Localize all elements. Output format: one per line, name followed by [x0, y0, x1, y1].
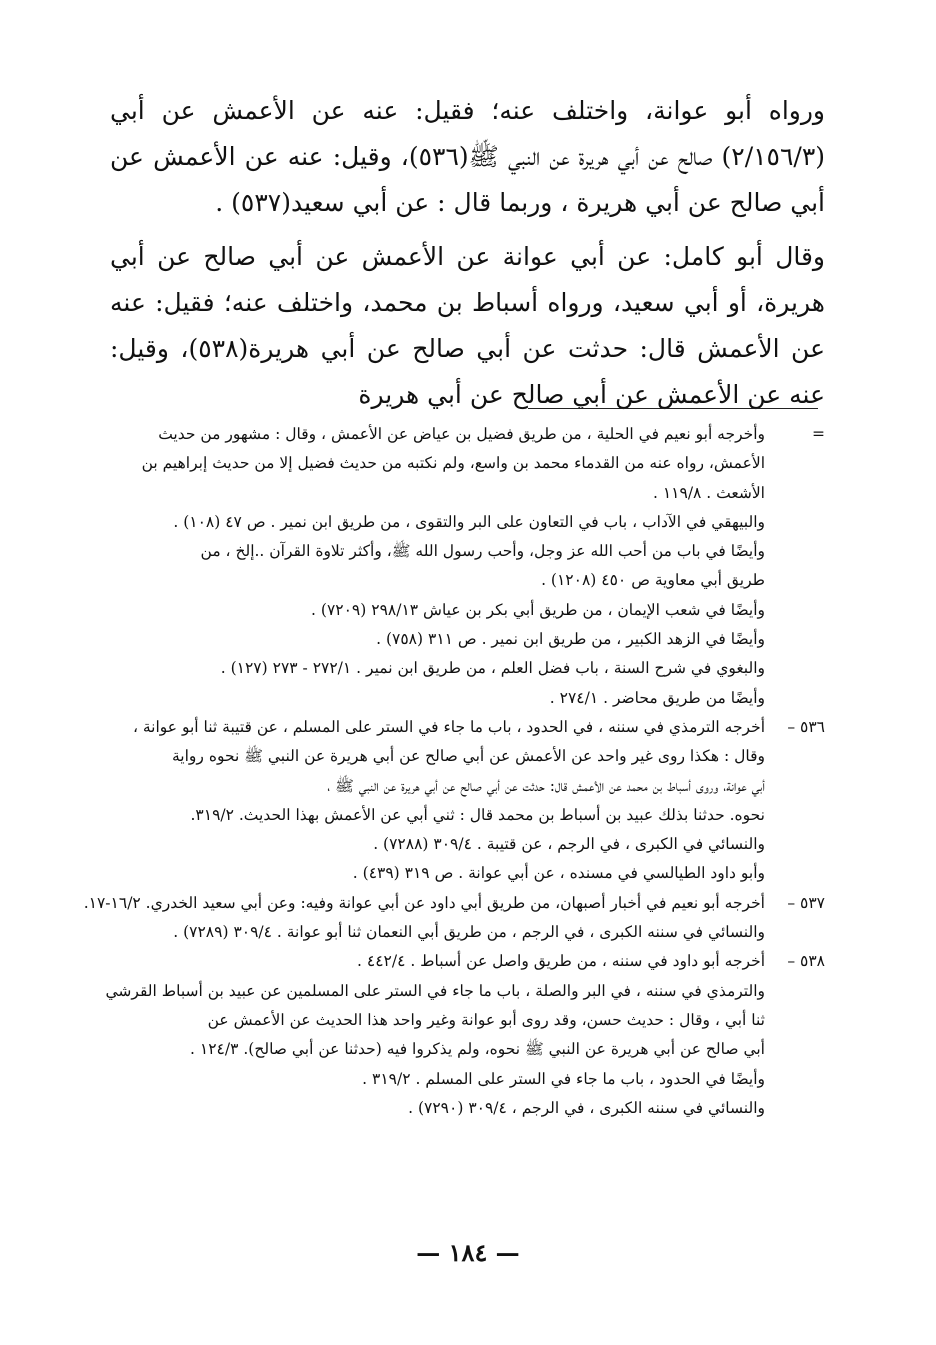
footnote-line	[105, 596, 825, 625]
footnote-line	[105, 742, 825, 771]
main-paragraph-1: ورواه أبو عوانة، واختلف عنه؛ فقيل: عنه عن الأعمش عن أبي (٢/١٥٦/٣) صالح عن أبي هريرة عن النبي ﷺ(٥٣٦)، وقيل: عنه عن الأعمش عن أبي صالح عن أبي هريرة ، وربما قال : عن أبي سعيد(٥٣٧) .	[110, 96, 826, 217]
footnote-text: وأيضًا في الزهد الكبير ، من طريق ابن نمير . ص ٣١١ (٧٥٨) .	[376, 630, 765, 649]
footnote-text: الأشعث . ١١٩/٨ .	[652, 483, 765, 502]
page-number: — ١٨٤ —	[416, 1238, 520, 1267]
footnote-text: طريق أبي معاوية ص ٤٥٠ (١٢٠٨) .	[541, 571, 765, 590]
footnote-line	[105, 566, 825, 595]
footnotes-section	[83, 420, 825, 1123]
footnote-text: والنسائي في سننه الكبرى ، في الرجم ، من طريق أبي النعمان ثنا أبو عوانة . ٣٠٩/٤ (٧٢٨٩) .	[173, 923, 765, 942]
footnote-line	[105, 713, 825, 742]
footnote-text: والبيهقي في الآداب ، باب في التعاون على البر والتقوى ، من طريق ابن نمير . ص ٤٧ (١٠٨) .	[173, 512, 765, 531]
footnote-line	[105, 420, 825, 449]
footnote-text: وأيضًا في شعب الإيمان ، من طريق أبي بكر بن عياش ٢٩٨/١٣ (٧٢٠٩) .	[311, 600, 765, 619]
footnote-marker: ٥٣٨ –	[787, 952, 825, 971]
footnote-line	[105, 684, 825, 713]
footnote-text: أبي صالح عن أبي هريرة عن النبي ﷺ نحوه، ولم يذكروا فيه (حدثنا عن أبي صالح). ١٢٤/٣ .	[190, 1040, 765, 1059]
footnote-line	[105, 508, 825, 537]
footnote-text: وقال : هكذا روى غير واحد عن الأعمش عن أبي صالح عن أبي هريرة عن النبي ﷺ نحوه رواية	[172, 747, 765, 766]
footnote-line	[105, 977, 825, 1006]
footnote-line	[105, 1006, 825, 1035]
footnote-line	[105, 801, 825, 830]
footnote-text: والترمذي في سننه ، في البر والصلة ، باب ما جاء في الستر على المسلمين عن عبيد بن أسباط القرشي	[105, 981, 765, 1000]
footnote-text: أخرجه الترمذي في سننه ، في الحدود ، باب ما جاء في الستر على المسلم ، عن قتيبة ثنا أبو عوانة ،	[132, 717, 765, 736]
footnote-line	[83, 889, 825, 918]
footnote-marker: ٥٣٦ –	[787, 717, 825, 736]
footnote-text: أخرجه أبو نعيم في أخبار أصبهان، من طريق أبي داود عن أبي عوانة وفيه: وعن أبي سعيد الخدري. ١٦/٢-١٧.	[83, 893, 765, 912]
footnote-line	[105, 479, 825, 508]
footnote-text: الأعمش، رواه عنه من القدماء محمد بن واسع، ولم نكتبه من حديث فضيل إلا من حديث إبراهيم بن	[141, 454, 765, 473]
footnote-text: وأيضًا من طريق محاضر . ٢٧٤/١ .	[549, 688, 765, 707]
footnote-text: وأيضًا في الحدود ، باب ما جاء في الستر على المسلم . ٣١٩/٢ .	[362, 1069, 765, 1088]
footnote-line	[105, 537, 825, 566]
footnote-text: أخرجه أبو داود في سننه ، من طريق واصل عن أسباط . ٤٤٢/٤ .	[357, 952, 765, 971]
footnote-text: أبي عوانة، وروى أسباط بن محمد عن الأعمش قال: حدثت عن أبي صالح عن أبي هريرة عن النبي ﷺ ،	[327, 776, 765, 795]
footnote-line	[105, 772, 825, 801]
footnote-line	[105, 830, 825, 859]
footnote-text: ثنا أبي ، وقال : حديث حسن، وقد روى أبو عوانة وغير واحد هذا الحديث عن الأعمش عن	[207, 1010, 765, 1029]
footnote-marker: =	[812, 425, 825, 443]
footnote-line	[105, 947, 825, 976]
footnote-separator	[528, 408, 818, 409]
footnote-text: والنسائي في سننه الكبرى ، في الرجم ، ٣٠٩/٤ (٧٢٩٠) .	[408, 1098, 765, 1117]
footnote-text: وأيضًا في باب من أحب الله عز وجل، وأحب رسول الله ﷺ، وأكثر تلاوة القرآن ..إلخ ، من	[200, 542, 765, 561]
footnote-line	[105, 1035, 825, 1064]
footnote-line	[105, 1094, 825, 1123]
footnote-text: وأخرجه أبو نعيم في الحلية ، من طريق فضيل بن عياض عن الأعمش ، وقال : مشهور من حديث	[158, 425, 765, 443]
footnote-line	[105, 918, 825, 947]
footnote-line	[105, 625, 825, 654]
footnote-line	[105, 654, 825, 683]
main-body-text	[110, 88, 825, 426]
main-paragraph-2: وقال أبو كامل: عن أبي عوانة عن الأعمش عن أبي صالح عن أبي هريرة، أو أبي سعيد، ورواه أسباط بن محمد، واختلف عنه؛ فقيل: عنه عن الأعمش قال: حدثت عن أبي صالح عن أبي هريرة(٥٣٨)، وقيل: عنه عن الأعمش عن أبي صالح عن أبي هريرة	[110, 242, 825, 409]
footnote-text: والنسائي في الكبرى ، في الرجم ، عن قتيبة . ٣٠٩/٤ (٧٢٨٨) .	[373, 835, 765, 854]
footnote-text: نحوه. حدثنا بذلك عبيد بن أسباط بن محمد قال : ثني أبي عن الأعمش بهذا الحديث. ٣١٩/٢.	[190, 805, 765, 824]
footnote-line	[105, 859, 825, 888]
footnote-line	[105, 1065, 825, 1094]
footnote-text: والبغوي في شرح السنة ، باب فضل العلم ، من طريق ابن نمير . ٢٧٢/١ - ٢٧٣ (١٢٧) .	[220, 659, 765, 678]
footnote-text: وأبو داود الطيالسي في مسنده ، عن أبي عوانة . ص ٣١٩ (٤٣٩) .	[352, 864, 765, 883]
footnote-line	[105, 449, 825, 478]
footnote-marker: ٥٣٧ –	[787, 893, 825, 912]
